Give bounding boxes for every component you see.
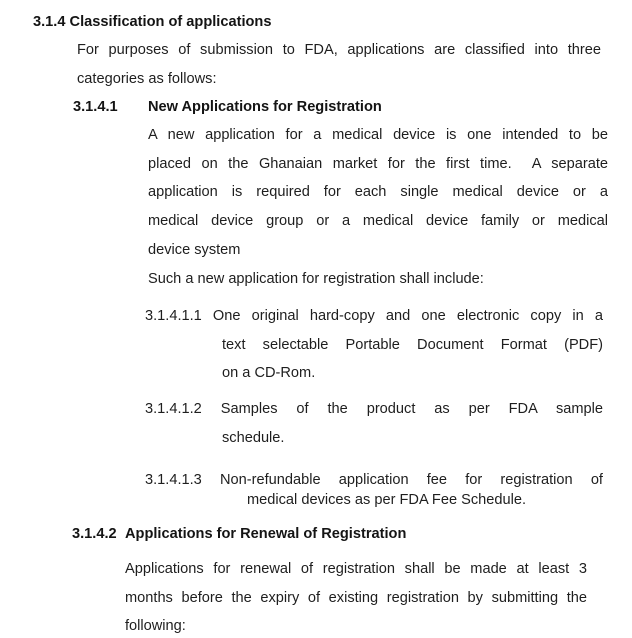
intro-paragraph — [77, 36, 601, 93]
list-item-line: schedule. — [222, 429, 285, 446]
list-item-line: text selectable Portable Document Format (PDF) — [222, 336, 603, 353]
subsection-heading-3-1-4-2 — [72, 520, 406, 549]
subsection-title: New Applications for Registration — [148, 99, 382, 115]
paragraph-line: following: — [125, 618, 186, 635]
list-item-line: 3.1.4.1.3 Non-refundable application fee for registration of — [145, 472, 603, 488]
list-item-line: medical devices as per FDA Fee Schedule. — [247, 492, 527, 509]
paragraph-line: months before the expiry of existing registration by submitting the — [125, 589, 587, 606]
paragraph-line: Such a new application for registration shall include: — [148, 270, 484, 287]
list-item-line: 3.1.4.1.1 One original hard-copy and one electronic copy in a — [145, 308, 603, 324]
section-title: Classification of applications — [69, 14, 272, 30]
paragraph-line: medical device group or a medical device family or medical — [148, 213, 608, 230]
list-item-line: on a CD-Rom. — [222, 365, 316, 382]
list-item-3-1-4-1-3 — [145, 470, 603, 511]
section-heading-3-1-4 — [33, 8, 271, 37]
subsection-title: Applications for Renewal of Registration — [125, 526, 407, 542]
paragraph-line: A new application for a medical device is one intended to be — [148, 127, 608, 143]
paragraph-line: Applications for renewal of registration shall be made at least 3 — [125, 561, 587, 577]
section-number: 3.1.4 — [33, 14, 66, 30]
paragraph-line: device system — [148, 241, 241, 258]
list-item-3-1-4-1-1 — [145, 302, 603, 388]
paragraph-line: For purposes of submission to FDA, applications are classified into three — [77, 42, 601, 58]
paragraph-line: placed on the Ghanaian market for the first time. A separate — [148, 155, 608, 172]
subsection-heading-3-1-4-1 — [73, 93, 382, 122]
paragraph-3-1-4-1 — [148, 121, 608, 293]
paragraph-line: application is required for each single medical device or a — [148, 184, 608, 201]
list-item-line: 3.1.4.1.2 Samples of the product as per FDA sample — [145, 401, 603, 417]
subsection-number: 3.1.4.2 — [72, 526, 117, 542]
paragraph-line: categories as follows: — [77, 70, 217, 87]
subsection-number: 3.1.4.1 — [73, 99, 118, 115]
list-item-3-1-4-1-2 — [145, 395, 603, 452]
paragraph-3-1-4-2 — [125, 555, 587, 638]
